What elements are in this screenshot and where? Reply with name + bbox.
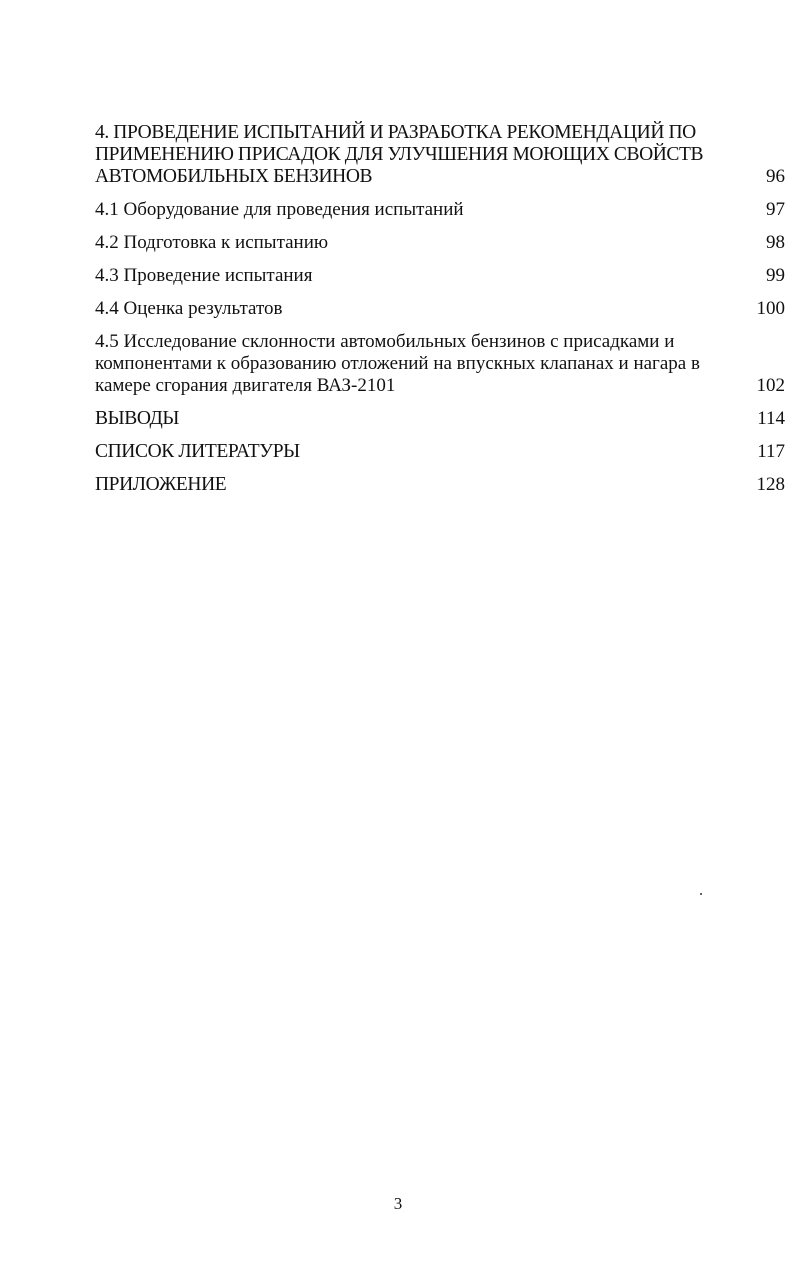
toc-entry-page: 114 xyxy=(757,408,785,429)
toc-entry-page: 102 xyxy=(756,375,785,396)
toc-entry-chapter-4 xyxy=(95,122,787,188)
toc-entry-title: ВЫВОДЫ xyxy=(95,408,180,429)
toc-entry-title: СПИСОК ЛИТЕРАТУРЫ xyxy=(95,441,300,462)
toc-entry-appendix xyxy=(95,474,787,496)
toc-entry-page: 97 xyxy=(766,199,785,220)
toc-entry-page: 100 xyxy=(756,298,785,319)
toc-entry-page: 96 xyxy=(766,166,785,187)
toc-entry-title: ПРИЛОЖЕНИЕ xyxy=(95,474,227,495)
scan-speck xyxy=(700,893,702,895)
toc-entry-title: 4.3 Проведение испытания xyxy=(95,265,313,286)
toc-entry-4-2 xyxy=(95,232,787,254)
toc-entry-page: 99 xyxy=(766,265,785,286)
toc-entry-title: 4.2 Подготовка к испытанию xyxy=(95,232,329,253)
toc-entry-conclusions xyxy=(95,408,787,430)
toc-entry-page: 117 xyxy=(757,441,785,462)
toc-entry-4-1 xyxy=(95,199,787,221)
toc-entry-title: 4.1 Оборудование для проведения испытаний xyxy=(95,199,464,220)
toc-entry-4-5 xyxy=(95,331,787,397)
toc-entry-title: 4.4 Оценка результатов xyxy=(95,298,283,319)
toc-entry-title: 4.5 Исследование склонности автомобильных бензинов с присадками и компонентами к образованию отложений на впускных клапанах и нагара в камере сгорания двигателя ВАЗ-2101 xyxy=(95,331,700,396)
table-of-contents xyxy=(95,122,787,496)
toc-entry-references xyxy=(95,441,787,463)
toc-entry-page: 98 xyxy=(766,232,785,253)
toc-entry-page: 128 xyxy=(756,474,785,495)
toc-entry-4-4 xyxy=(95,298,787,320)
toc-entry-4-3 xyxy=(95,265,787,287)
page-number: 3 xyxy=(393,1194,403,1213)
toc-entry-title: 4. ПРОВЕДЕНИЕ ИСПЫТАНИЙ И РАЗРАБОТКА РЕКОМЕНДАЦИЙ ПО ПРИМЕНЕНИЮ ПРИСАДОК ДЛЯ УЛУЧШЕНИЯ МОЮЩИХ СВОЙСТВ АВТОМОБИЛЬНЫХ БЕНЗИНОВ xyxy=(95,122,704,187)
